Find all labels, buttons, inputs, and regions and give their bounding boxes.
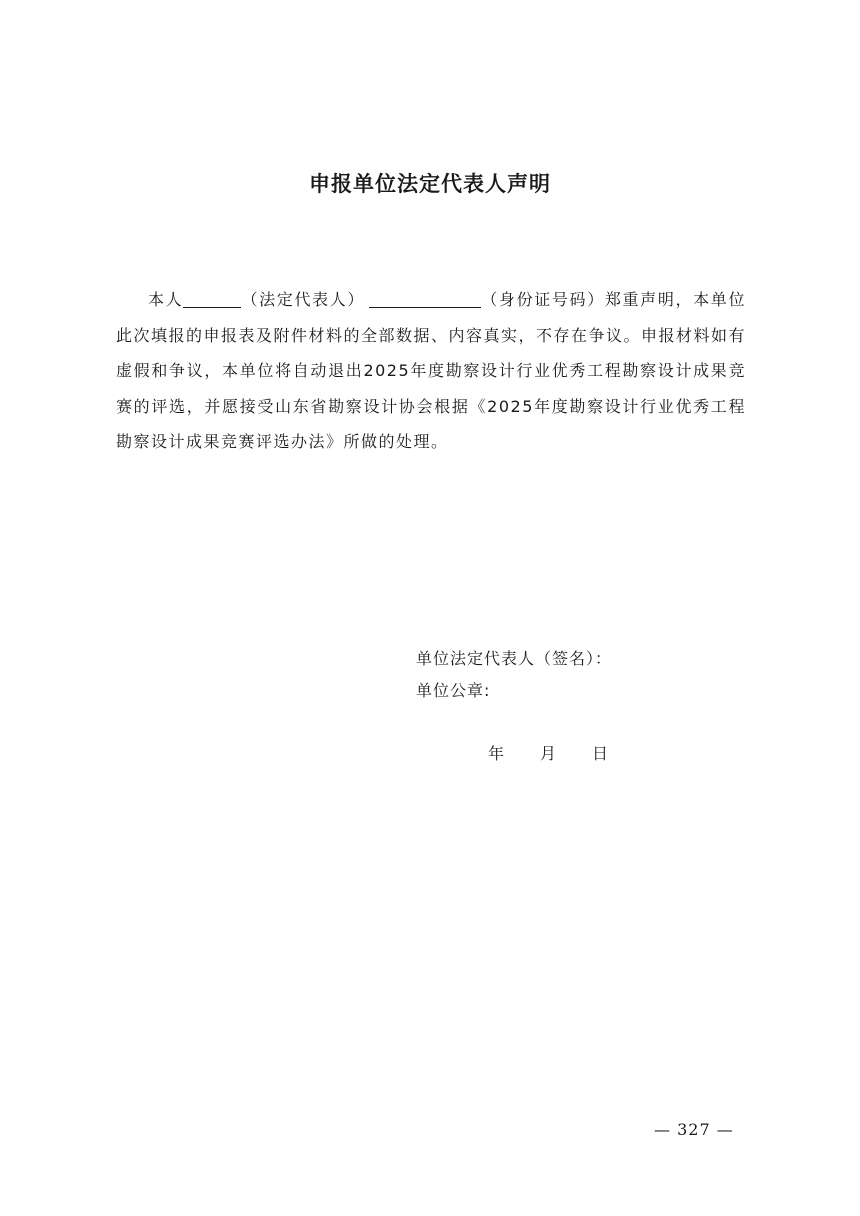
unit-seal-label: 单位公章:: [416, 681, 491, 700]
paragraph-prefix: 本人: [148, 290, 184, 309]
role-label: （法定代表人）: [241, 290, 366, 309]
date-month-label: 月: [540, 744, 557, 763]
id-number-blank-field: [369, 289, 481, 308]
paragraph-rest: 郑重声明，本单位此次填报的申报表及附件材料的全部数据、内容真实，不存在争议。申报材料如有虚假和争议，本单位将自动退出2025年度勘察设计行业优秀工程勘察设计成果竞赛的评选，并愿接受山东省勘察设计协会根据《2025年度勘察设计行业优秀工程勘察设计成果竞赛评选办法》所做的处理。: [116, 290, 747, 451]
representative-signature-label: 单位法定代表人（签名）：: [416, 649, 613, 668]
id-label: （身份证号码）: [481, 290, 605, 309]
name-blank-field: [183, 289, 241, 308]
date-day-label: 日: [592, 744, 609, 763]
page-number: — 327 —: [654, 1120, 734, 1139]
date-year-label: 年: [488, 744, 505, 763]
document-title: 申报单位法定代表人声明: [309, 172, 551, 196]
declaration-paragraph: [116, 282, 746, 460]
